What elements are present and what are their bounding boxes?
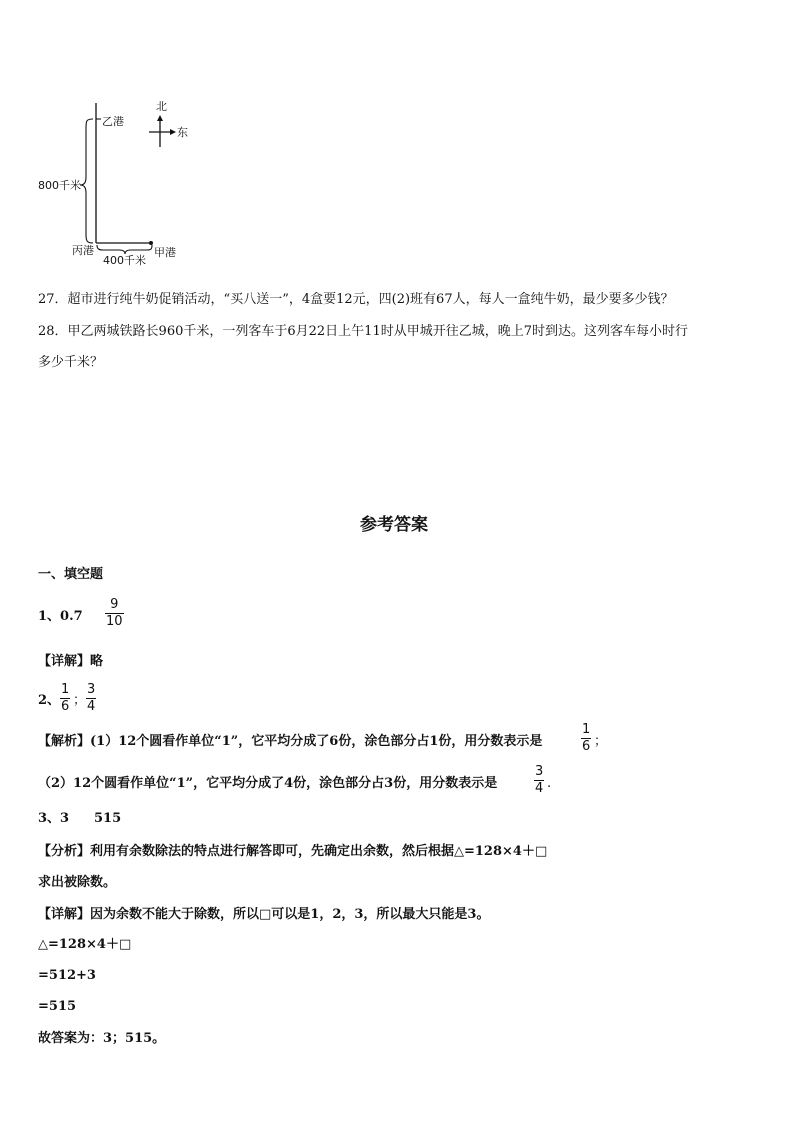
answer-2-analysis-line2-end: .: [547, 776, 552, 791]
fraction-numerator: 1: [582, 722, 591, 737]
fraction-denominator: 10: [106, 614, 123, 629]
section-heading: 一、填空题: [38, 567, 104, 582]
port-bing-label: 丙港: [72, 244, 94, 257]
fraction-denominator: 4: [535, 781, 544, 796]
answer-1: 1、0.7: [38, 609, 83, 624]
answer-2-fraction-2: [86, 683, 96, 714]
fraction-numerator: 9: [110, 597, 119, 612]
answer-2-analysis-line1-end: ；: [594, 734, 608, 749]
fraction-numerator: 3: [535, 764, 544, 779]
fraction-numerator: 3: [87, 682, 96, 697]
answer-1-fraction: [105, 598, 124, 629]
answer-2-fraction-1: [60, 683, 70, 714]
compass-east-label: 东: [177, 126, 188, 139]
answer-3-final: 故答案为：3；515。: [38, 1031, 166, 1046]
fraction-denominator: 6: [61, 699, 70, 714]
distance-800-label: 800千米: [38, 179, 81, 192]
answer-2-separator: ；: [73, 693, 87, 708]
port-map-diagram: [30, 95, 200, 270]
answer-3-value: 515: [94, 811, 122, 826]
answer-2-analysis-fraction-1: [581, 723, 591, 754]
answer-3-detail: 【详解】因为余数不能大于除数，所以□可以是1，2，3，所以最大只能是3。: [38, 907, 490, 922]
answer-2-prefix: 2、: [38, 693, 61, 708]
answer-3-calc-line3: =515: [38, 999, 77, 1014]
answer-3-calc-line2: =512+3: [38, 968, 96, 983]
distance-400-label: 400千米: [103, 254, 146, 267]
answer-2-analysis-fraction-2: [534, 765, 544, 796]
fraction-numerator: 1: [61, 682, 70, 697]
answer-1-detail: 【详解】略: [38, 654, 104, 669]
answer-3-analysis-line1: 【分析】利用有余数除法的特点进行解答即可，先确定出余数，然后根据△=128×4＋□: [38, 844, 548, 859]
answer-3-calc-line1: △=128×4＋□: [38, 937, 132, 952]
answer-3-prefix: 3、3: [38, 811, 70, 826]
answers-title: 参考答案: [360, 515, 428, 535]
fraction-denominator: 6: [582, 739, 591, 754]
question-27: 27．超市进行纯牛奶促销活动，“买八送一”，4盒要12元，四(2)班有67人，每人一盒纯牛奶，最少要多少钱？: [38, 292, 674, 307]
fraction-denominator: 4: [87, 699, 96, 714]
port-yi-label: 乙港: [102, 115, 124, 128]
question-28-line2: 多少千米？: [38, 355, 104, 370]
answer-3-analysis-line2: 求出被除数。: [38, 875, 117, 890]
compass-north-label: 北: [156, 100, 167, 113]
port-jia-label: 甲港: [154, 246, 176, 259]
answer-2-analysis-line1: 【解析】(1）12个圆看作单位“1”，它平均分成了6份，涂色部分占1份，用分数表示是: [38, 734, 543, 749]
answer-2-analysis-line2: （2）12个圆看作单位“1”，它平均分成了4份，涂色部分占3份，用分数表示是: [38, 776, 498, 791]
question-28-line1: 28．甲乙两城铁路长960千米，一列客车于6月22日上午11时从甲城开往乙城，晚上7时到达。这列客车每小时行: [38, 324, 688, 339]
